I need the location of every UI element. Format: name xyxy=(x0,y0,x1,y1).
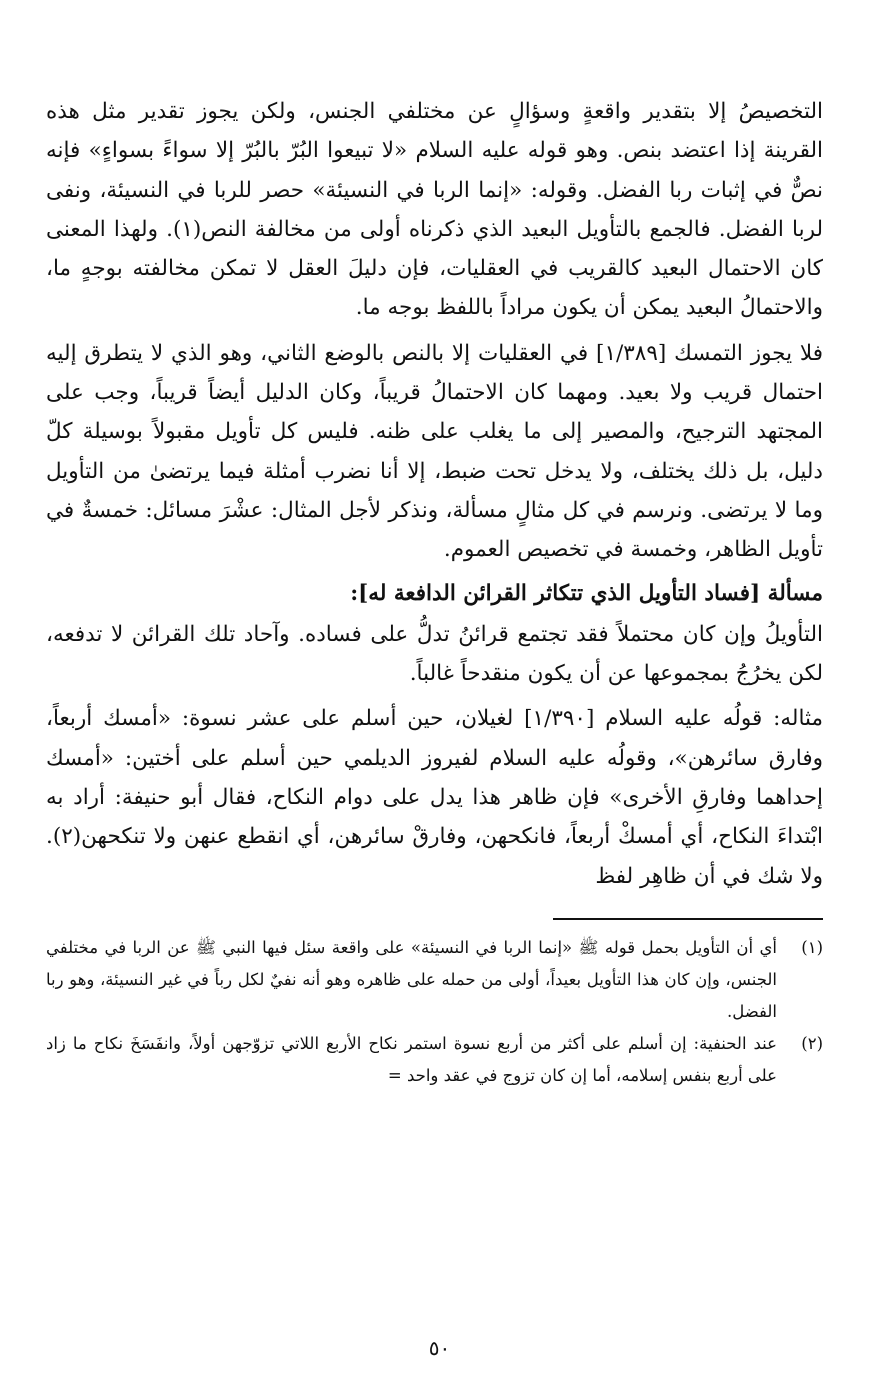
body-paragraph-3: التأويلُ وإن كان محتملاً فقد تجتمع قرائنُ تدلُّ على فساده. وآحاد تلك القرائن لا تدفعه، لكن يخرُجُ بمجموعها عن أن يكون منقدحاً غالباً. xyxy=(46,621,823,687)
body-paragraph-1: التخصيصُ إلا بتقدير واقعةٍ وسؤالٍ عن مختلفي الجنس، ولكن يجوز تقدير مثل هذه القرينة إذا اعتضد بنص. وهو قوله عليه السلام «لا تبيعوا البُرّ بالبُرّ إلا سواءً بسواءٍ» فإنه نصٌّ في إثبات ربا الفضل. وقوله: «إنما الربا في النسيئة» حصر للربا في النسيئة، ونفى لربا الفضل. فالجمع بالتأويل البعيد الذي ذكرناه أولى من مخالفة النص(١). ولهذا المعنى كان الاحتمال البعيد كالقريب في العقليات، فإن دليلَ العقل لا تمكن مخالفته بوجهٍ ما، والاحتمالُ البعيد يمكن أن يكون مراداً باللفظ بوجه ما. xyxy=(46,99,823,321)
footnote-text: أي أن التأويل بحمل قوله ﷺ «إنما الربا في النسيئة» على واقعة سئل فيها النبي ﷺ عن الربا في مختلفي الجنس، وإن كان هذا التأويل بعيداً، أولى من حمله على ظاهره وهو أنه نفيٌ لكل رباً في غير النسيئة، وهو ربا الفضل. xyxy=(46,937,777,1021)
footnote-number: (١) xyxy=(801,937,823,957)
page-number: ٥٠ xyxy=(428,1336,451,1360)
body-paragraph-2: فلا يجوز التمسك [١/٣٨٩] في العقليات إلا بالنص بالوضع الثاني، وهو الذي لا يتطرق إليه احتمال قريب ولا بعيد. ومهما كان الاحتمالُ قريباً، وكان الدليل أيضاً قريباً، وجب على المجتهد الترجيح، والمصير إلى ما يغلب على ظنه. فليس كل تأويل مقبولاً بوسيلة كلّ دليل، بل ذلك يختلف، ولا يدخل تحت ضبط، إلا أنا نضرب أمثلة فيما يرتضىٰ من التأويل وما لا يرتضى. ونرسم في كل مثالٍ مسألة، ونذكر لأجل المثال: عشْرَ مسائل: خمسةٌ في تأويل الظاهر، وخمسة في تخصيص العموم. xyxy=(46,340,824,563)
section-heading: مسألة [فساد التأويل الذي تتكاثر القرائن الدافعة له]: xyxy=(350,580,823,606)
footnote-1 xyxy=(46,932,823,1028)
footnote-text: عند الحنفية: إن أسلم على أكثر من أربع نسوة استمر نكاح الأربع اللاتي تزوّجهن أولاً، وانفَسَخَ نكاح ما زاد على أربع بنفس إسلامه، أما إن كان تزوج في عقد واحد = xyxy=(46,1033,777,1085)
footnote-number: (٢) xyxy=(801,1033,823,1053)
footnote-2 xyxy=(46,1028,823,1092)
body-paragraph-4: مثاله: قولُه عليه السلام [١/٣٩٠] لغيلان، حين أسلم على عشر نسوة: «أمسك أربعاً، وفارق سائرهن»، وقولُه عليه السلام لفيروز الديلمي حين أسلم على أختين: «أمسك إحداهما وفارقِ الأخرى» فإن ظاهر هذا يدل على دوام النكاح، فقال أبو حنيفة: أراد به ابْتداءَ النكاح، أي أمسكْ أربعاً، فانكحهن، وفارقْ سائرهن، أي انقطع عنهن ولا تنكحهن(٢). ولا شك في أن ظاهِر لفظ xyxy=(46,706,823,889)
footnote-divider xyxy=(46,918,823,920)
